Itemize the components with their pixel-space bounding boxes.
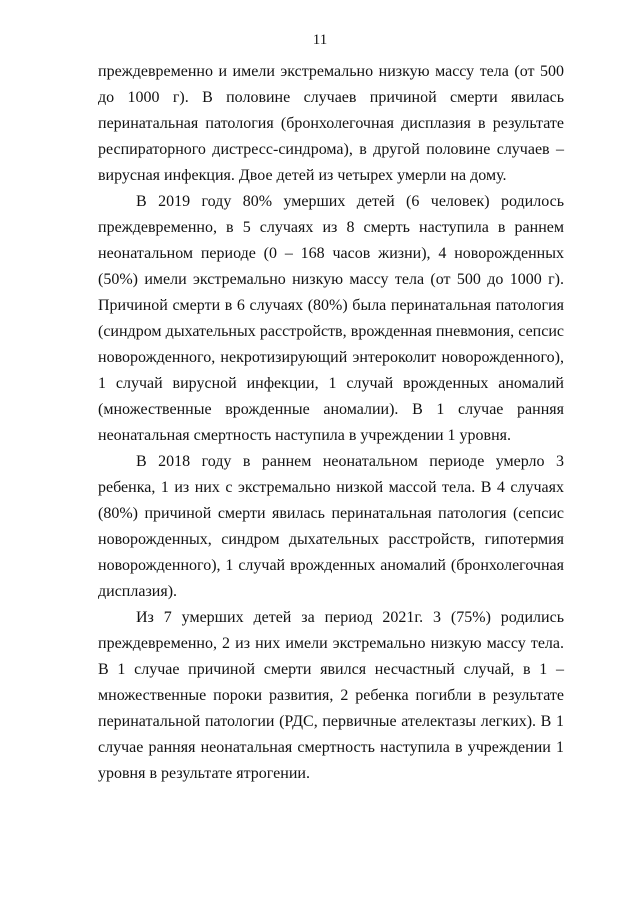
body-text [98,59,564,787]
paragraph-2021: Из 7 умерших детей за период 2021г. 3 (75%) родились преждевременно, 2 из них имели экстремально низкую массу тела. В 1 случае причиной смерти явился несчастный случай, в 1 – множественные пороки развития, 2 ребенка погибли в результате перинатальной патологии (РДС, первичные ателектазы легких). В 1 случае ранняя неонатальная смертность наступила в учреждении 1 уровня в результате ятрогении. [98,609,564,782]
paragraph-2019: В 2019 году 80% умерших детей (6 человек) родилось преждевременно, в 5 случаях из 8 смерть наступила в раннем неонатальном периоде (0 – 168 часов жизни), 4 новорожденных (50%) имели экстремально низкую массу тела (от 500 до 1000 г). Причиной смерти в 6 случаях (80%) была перинатальная патология (синдром дыхательных расстройств, врожденная пневмония, сепсис новорожденного, некротизирующий энтероколит новорожденного), 1 случай вирусной инфекции, 1 случай врожденных аномалий (множественные врожденные аномалии). В 1 случае ранняя неонатальная смертность наступила в учреждении 1 уровня. [98,193,564,444]
paragraph-continued: преждевременно и имели экстремально низкую массу тела (от 500 до 1000 г). В половине случаев причиной смерти явилась перинатальная патология (бронхолегочная дисплазия в результате респираторного дистресс-синдрома), в другой половине случаев – вирусная инфекция. Двое детей из четырех умерли на дому. [98,63,564,184]
paragraph-2018: В 2018 году в раннем неонатальном периоде умерло 3 ребенка, 1 из них с экстремально низкой массой тела. В 4 случаях (80%) причиной смерти явилась перинатальная патология (сепсис новорожденных, синдром дыхательных расстройств, гипотермия новорожденного), 1 случай врожденных аномалий (бронхолегочная дисплазия). [98,453,564,600]
page-number: 11 [312,32,328,48]
